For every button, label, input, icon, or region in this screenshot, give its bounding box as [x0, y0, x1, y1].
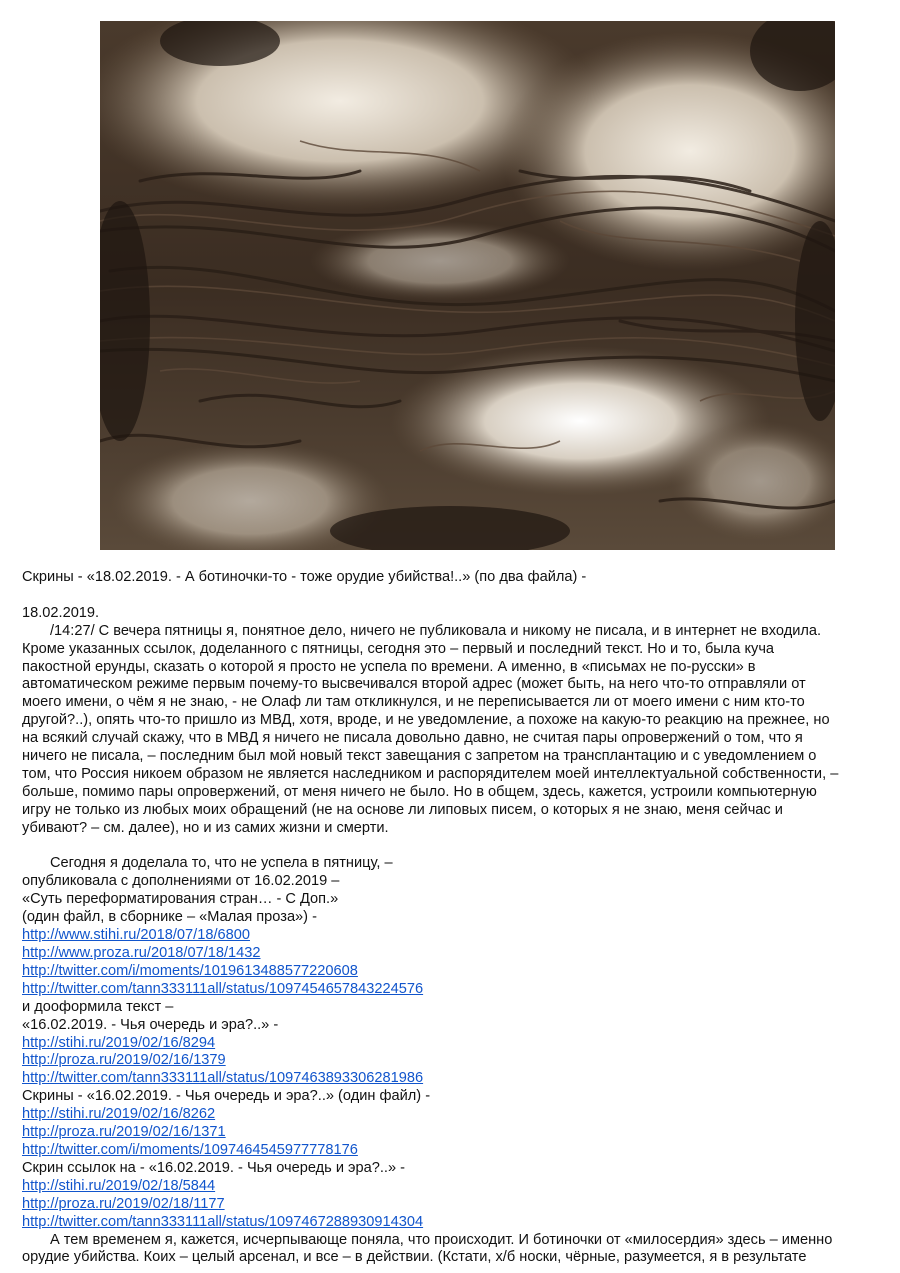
link-proza[interactable]: http://proza.ru/2019/02/16/1379	[22, 1052, 226, 1069]
section-title: Скрины - «16.02.2019. - Чья очередь и эра?..» (один файл) -	[22, 1088, 431, 1105]
link-proza[interactable]: http://www.proza.ru/2018/07/18/1432	[22, 945, 261, 961]
paragraph-1: /14:27/ С вечера пятницы я, понятное дело, ничего не публиковала и никому не писала, и в интернет не входила. Кроме указанных ссылок, доделанного с пятницы, сегодня это – первый и последний текст. Но и то, была куча пакостной ерунды, сказать о которой я просто не успела по времени. А именно, в «письмах не по-русски» в автоматическом режиме первым почему-то высвечивался второй адрес (может быть, на него что-то отправляли от моего имени, о чём я не знаю, - не Олаф ли там откликнулся, и не переписывается ли от моего имени с ним кто-то другой?..), опять что-то пришло из МВД, хотя, вроде, и не уведомление, а похоже на какую-то реакцию на прежнее, но на всякий случай скажу, что в МВД я ничего не писала довольно давно, не считая пары опровержений о том, что я ничего не писала, – последним был мой новый текст завещания с запретом на трансплантацию и с уведомлением о том, что Россия никоем образом не является наследником и распорядителем моей интеллектуальной собственности, – больше, помимо пары опровержений, от меня ничего не было. Но в общем, здесь, кажется, устроили компьютерную игру не только из любых моих обращений (не на основе ли липовых писем, о которых я не знаю, меня сейчас и убивают? – см. далее), но и из самих жизни и смерти.	[22, 622, 839, 836]
link-twitter-status[interactable]: http://twitter.com/tann333111all/status/1097463893306281986	[22, 1070, 424, 1087]
document-body	[22, 569, 884, 1267]
entry-date: 18.02.2019.	[22, 604, 100, 621]
link-twitter-status[interactable]: http://twitter.com/tann333111all/status/1097454657843224576	[22, 980, 424, 997]
abstract-artwork-image	[100, 21, 835, 550]
link-stihi[interactable]: http://stihi.ru/2019/02/16/8262	[22, 1106, 216, 1123]
section-screens	[22, 1088, 884, 1160]
tangled-roots-artwork-icon	[100, 21, 835, 550]
section-title: «Суть переформатирования стран… - С Доп.»	[22, 891, 339, 908]
section-title: Скрин ссылок на - «16.02.2019. - Чья очередь и эра?..» -	[22, 1159, 405, 1176]
link-proza[interactable]: http://proza.ru/2019/02/18/1177	[22, 1195, 225, 1212]
link-twitter-moment[interactable]: http://twitter.com/i/moments/1019613488577220608	[22, 962, 358, 979]
section-published: Сегодня я доделала то, что не успела в пятницу, – опубликовала с дополнениями от 16.02.2019 – «Суть переформатирования стран… - С Доп.» (один файл, в сборнике – «Малая проза») - http://www.stihi.ru/2018/07/18/6800 http://www.proza.ru/2018/07/18/1432 http://twitter.com/i/moments/1019613488577220608 http://twitter.com/tann333111all/status/1097454657843224576	[22, 855, 884, 998]
link-stihi[interactable]: http://www.stihi.ru/2018/07/18/6800	[22, 927, 250, 944]
link-stihi[interactable]: http://stihi.ru/2019/02/16/8294	[22, 1034, 216, 1051]
link-stihi[interactable]: http://stihi.ru/2019/02/18/5844	[22, 1177, 216, 1194]
link-proza[interactable]: http://proza.ru/2019/02/16/1371	[22, 1124, 226, 1141]
screens-caption: Скрины - «18.02.2019. - А ботиночки-то - тоже орудие убийства!..» (по два файла) -	[22, 569, 587, 585]
section-text: и дооформила текст – «16.02.2019. - Чья очередь и эра?..» - http://stihi.ru/2019/02/16/8294 http://proza.ru/2019/02/16/1379 http://twitter.com/tann333111all/status/1097463893306281986	[22, 999, 884, 1089]
section-intro: Сегодня я доделала то, что не успела в пятницу, –	[50, 855, 393, 872]
link-twitter-status[interactable]: http://twitter.com/tann333111all/status/1097467288930914304	[22, 1213, 424, 1230]
link-twitter-moment[interactable]: http://twitter.com/i/moments/1097464545977778176	[22, 1141, 358, 1158]
paragraph-2: А тем временем я, кажется, исчерпывающе поняла, что происходит. И ботиночки от «милосердия» здесь – именно орудие убийства. Коих – целый арсенал, и все – в действии. (Кстати, х/б носки, чёрные, разумеется, я в результате	[22, 1231, 833, 1266]
section-link-screens	[22, 1160, 884, 1232]
section-title: «16.02.2019. - Чья очередь и эра?..» -	[22, 1016, 279, 1033]
